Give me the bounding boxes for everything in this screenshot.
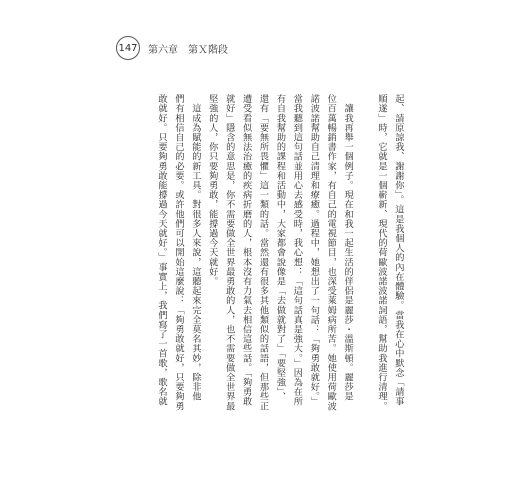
text-column: 讓我再舉一個例子。現在和我一起生活的伴侶是麗莎・溫斯頓。麗莎是 bbox=[342, 94, 354, 402]
chapter-label: 第六章 第Ｘ階段 bbox=[148, 45, 228, 56]
vertical-text-body bbox=[155, 94, 405, 434]
text-column: 遭受看似無法治癒的疾病折磨的人，根本沒有力氣去相信這些話。「夠勇敢 bbox=[240, 94, 252, 407]
paragraph-gap bbox=[358, 94, 371, 434]
text-column: 有自我幫助的課程和活動中，大家都會說像是「去做就對了」「要堅強」、 bbox=[274, 94, 286, 402]
text-column: 堅強的人，你只要夠勇敢，能撐過今天就好。 bbox=[206, 94, 218, 286]
text-column: 諾波諾幫助自己清理和療癒。過程中，她想出了一句話：「夠勇敢就好。」 bbox=[308, 94, 320, 407]
text-column: 起、請原諒我、謝謝你」。這是我個人的內在體驗。當我在心中默念「請事 bbox=[392, 94, 404, 407]
text-column: 這成為賦能的新工具。對很多人來說，這聽起來完全莫名其妙，除非他 bbox=[189, 94, 201, 402]
text-column: 們有相信自己的必要。或許他們可以開始這麼說：「夠勇敢就好，只要夠勇 bbox=[172, 94, 184, 411]
text-column: 當我聽到這句話並用心去感受時，我心想：「這句話真是強大。」因為在所 bbox=[291, 94, 303, 407]
text-column: 順遂」時，它就是一個嶄新、現代的荷歐波諾波諾詞語，幫助我進行清理。 bbox=[375, 94, 387, 411]
text-column: 還有「要無所畏懼」這一類的話。當然還有很多其他類似的話語，但那些正 bbox=[257, 94, 269, 411]
page-number: 147 bbox=[116, 36, 140, 60]
text-column: 敢就好。只要夠勇敢能撐過今天就好。」事實上，我們寫了一首歌，歌名就 bbox=[156, 94, 167, 407]
text-column: 位百萬暢銷書作家，有自己的電視節目，也深受萊姆病所苦。她使用荷歐波 bbox=[325, 94, 337, 411]
text-column: 就好」隱含的意思是，你不需要做全世界最勇敢的人，也不需要做全世界最 bbox=[223, 94, 235, 411]
